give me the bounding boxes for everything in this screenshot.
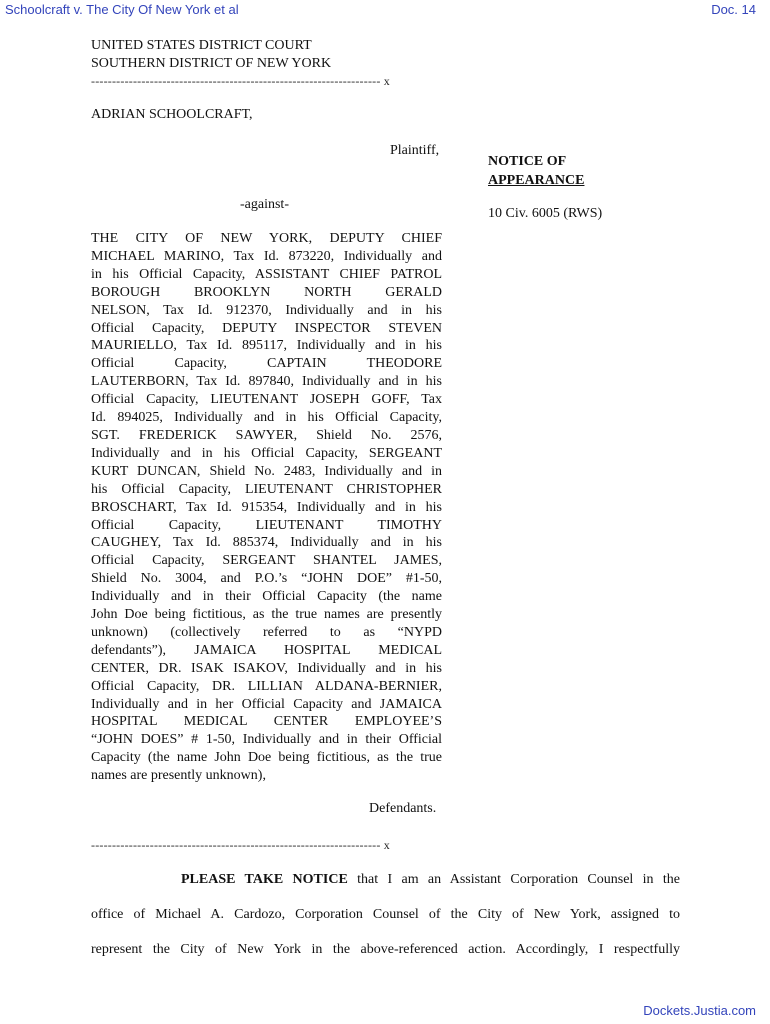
plaintiff-label: Plaintiff, xyxy=(390,143,440,158)
defendants-line: SGT. FREDERICK SAWYER, Shield No. 2576, xyxy=(91,427,442,443)
caption-bottom-rule: --------------------------------------------------------------------- x xyxy=(91,838,390,852)
defendants-line: CAUGHEY, Tax Id. 885374, Individually and in his xyxy=(91,535,442,551)
case-title-link[interactable]: Schoolcraft v. The City Of New York et al xyxy=(5,2,239,17)
defendants-line: Shield No. 3004, and P.O.’s “JOHN DOE” #1-50, xyxy=(91,571,442,587)
dockets-justia-link[interactable]: Dockets.Justia.com xyxy=(643,1003,756,1018)
body-line-2: office of Michael A. Cardozo, Corporation Counsel of the City of New York, assigned to xyxy=(91,907,680,922)
caption-top-rule: --------------------------------------------------------------------- x xyxy=(91,74,390,88)
defendants-line: CENTER, DR. ISAK ISAKOV, Individually and in his xyxy=(91,660,442,676)
defendants-line: names are presently unknown), xyxy=(91,768,266,784)
defendants-line: Individually and in her Official Capacity and JAMAICA xyxy=(91,696,442,712)
defendants-line: BROSCHART, Tax Id. 915354, Individually and in his xyxy=(91,499,442,515)
notice-title-line2: APPEARANCE xyxy=(488,173,585,188)
defendants-line: MAURIELLO, Tax Id. 895117, Individually and in his xyxy=(91,338,442,354)
defendants-line: Capacity (the name John Doe being fictitious, as the true xyxy=(91,750,442,766)
defendants-line: Individually and in their Official Capacity (the name xyxy=(91,589,442,605)
defendants-list xyxy=(91,230,442,785)
notice-title-line1: NOTICE OF xyxy=(488,154,567,169)
defendants-line: his Official Capacity, LIEUTENANT CHRISTOPHER xyxy=(91,481,442,497)
doc-number-link[interactable]: Doc. 14 xyxy=(711,2,756,17)
defendants-line: Individually and in his Official Capacity, SERGEANT xyxy=(91,445,442,461)
defendants-line: HOSPITAL MEDICAL CENTER EMPLOYEE’S xyxy=(91,714,442,730)
defendants-line: NELSON, Tax Id. 912370, Individually and in his xyxy=(91,302,442,318)
notice-lead: PLEASE TAKE NOTICE xyxy=(181,872,348,887)
civil-case-number: 10 Civ. 6005 (RWS) xyxy=(488,206,603,221)
defendants-line: Official Capacity, LIEUTENANT JOSEPH GOFF, Tax xyxy=(91,392,442,408)
defendants-line: “JOHN DOES” # 1-50, Individually and in their Official xyxy=(91,732,442,748)
defendants-line: John Doe being fictitious, as the true names are presently xyxy=(91,607,442,623)
defendants-label: Defendants. xyxy=(369,801,437,816)
against-label: -against- xyxy=(240,197,289,212)
defendants-line: defendants”), JAMAICA HOSPITAL MEDICAL xyxy=(91,642,442,658)
defendants-line: Official Capacity, SERGEANT SHANTEL JAMES, xyxy=(91,553,442,569)
defendants-line: THE CITY OF NEW YORK, DEPUTY CHIEF xyxy=(91,231,442,246)
defendants-line: Official Capacity, LIEUTENANT TIMOTHY xyxy=(91,517,442,533)
defendants-line: MICHAEL MARINO, Tax Id. 873220, Individually and xyxy=(91,248,442,264)
defendants-line: BOROUGH BROOKLYN NORTH GERALD xyxy=(91,284,442,300)
defendants-line: LAUTERBORN, Tax Id. 897840, Individually and in his xyxy=(91,374,442,390)
defendants-line: in his Official Capacity, ASSISTANT CHIEF PATROL xyxy=(91,266,442,282)
court-name-line2: SOUTHERN DISTRICT OF NEW YORK xyxy=(91,56,332,71)
defendants-line: KURT DUNCAN, Shield No. 2483, Individually and in xyxy=(91,463,442,479)
defendants-line: unknown) (collectively referred to as “NYPD xyxy=(91,624,442,640)
plaintiff-name: ADRIAN SCHOOLCRAFT, xyxy=(91,107,253,122)
body-line-1-text: that I am an Assistant Corporation Counsel in the xyxy=(347,872,680,887)
defendants-line: Official Capacity, CAPTAIN THEODORE xyxy=(91,356,442,372)
defendants-line: Official Capacity, DR. LILLIAN ALDANA-BERNIER, xyxy=(91,678,442,694)
court-name-line1: UNITED STATES DISTRICT COURT xyxy=(91,38,312,53)
defendants-line: Official Capacity, DEPUTY INSPECTOR STEVEN xyxy=(91,320,442,336)
body-line-1 xyxy=(91,871,680,889)
defendants-line: Id. 894025, Individually and in his Official Capacity, xyxy=(91,410,442,426)
body-line-3: represent the City of New York in the above-referenced action. Accordingly, I respectfully xyxy=(91,942,680,957)
